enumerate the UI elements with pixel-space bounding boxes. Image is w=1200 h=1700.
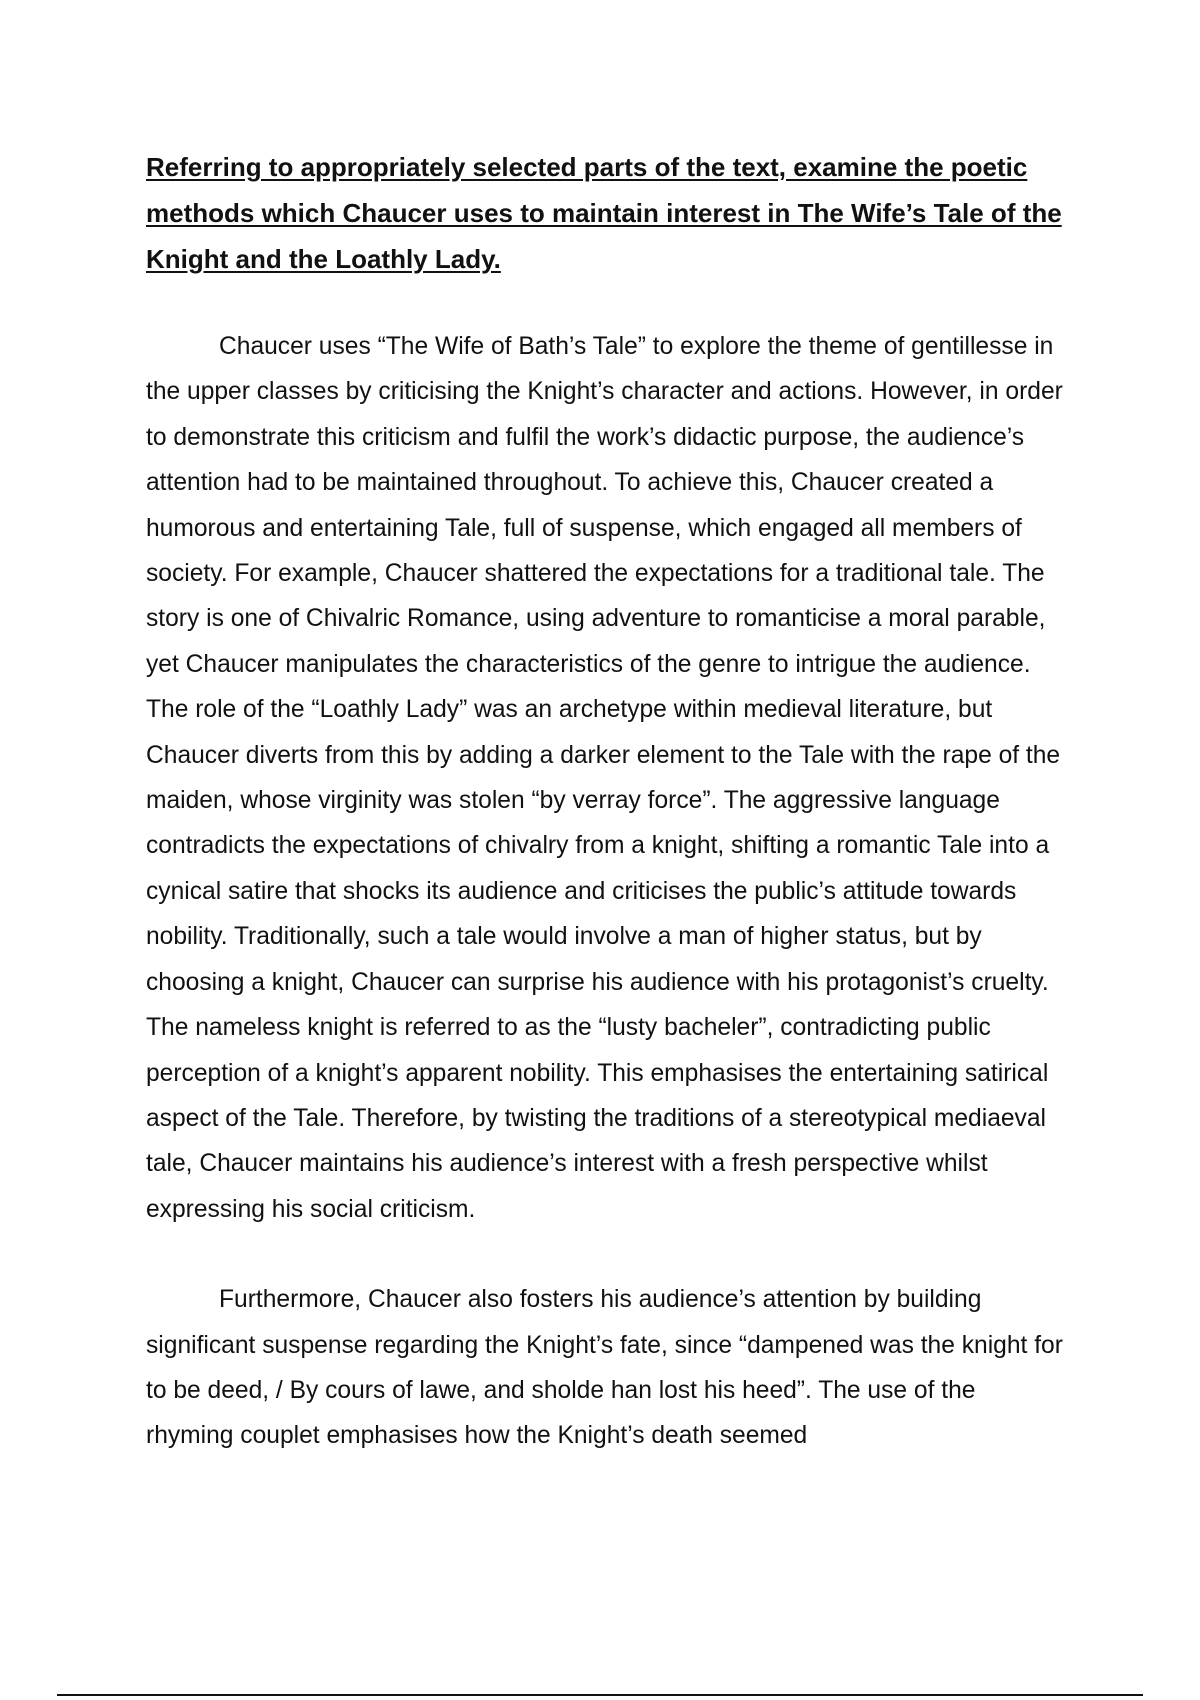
- page-bottom-rule: [57, 1694, 1143, 1696]
- paragraph-1: Chaucer uses “The Wife of Bath’s Tale” to explore the theme of gentillesse in the upper classes by criticising the Knight’s character and actions. However, in order to demonstrate this criticism and fulfil the work’s didactic purpose, the audience’s attention had to be maintained throughout. To achieve this, Chaucer created a humorous and entertaining Tale, full of suspense, which engaged all members of society. For example, Chaucer shattered the expectations for a traditional tale. The story is one of Chivalric Romance, using adventure to romanticise a moral parable, yet Chaucer manipulates the characteristics of the genre to intrigue the audience. The role of the “Loathly Lady” was an archetype within medieval literature, but Chaucer diverts from this by adding a darker element to the Tale with the rape of the maiden, whose virginity was stolen “by verray force”. The aggressive language contradicts the expectations of chivalry from a knight, shifting a romantic Tale into a cynical satire that shocks its audience and criticises the public’s attitude towards nobility. Traditionally, such a tale would involve a man of higher status, but by choosing a knight, Chaucer can surprise his audience with his protagonist’s cruelty. The nameless knight is referred to as the “lusty bacheler”, contradicting public perception of a knight’s apparent nobility. This emphasises the entertaining satirical aspect of the Tale. Therefore, by twisting the traditions of a stereotypical mediaeval tale, Chaucer maintains his audience’s interest with a fresh perspective whilst expressing his social criticism.: [146, 333, 1063, 1223]
- essay-question-heading: Referring to appropriately selected parts of the text, examine the poetic methods which Chaucer uses to maintain interest in The Wife’s Tale of the Knight and the Loathly Lady.: [146, 152, 1062, 274]
- paragraph-2: Furthermore, Chaucer also fosters his audience’s attention by building significant suspense regarding the Knight’s fate, since “dampened was the knight for to be deed, / By cours of lawe, and sholde han lost his heed”. The use of the rhyming couplet emphasises how the Knight’s death seemed: [146, 1286, 1063, 1450]
- document-body: [146, 140, 1066, 1504]
